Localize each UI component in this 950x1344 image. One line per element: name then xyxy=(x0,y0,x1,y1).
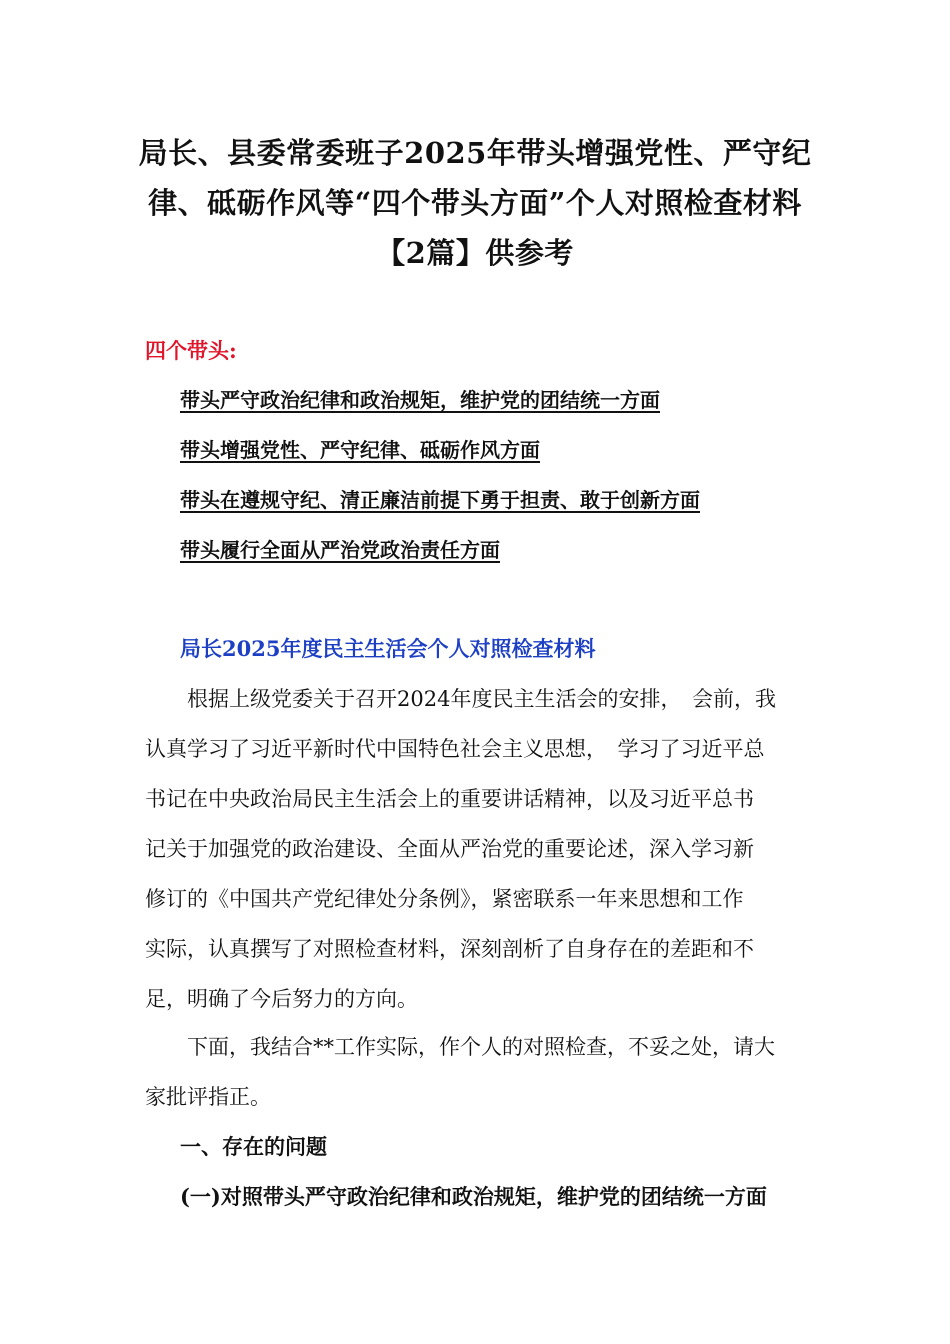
toc-link-2[interactable]: 带头增强党性、严守纪律、砥砺作风方面 xyxy=(180,438,540,462)
paragraph-line: 根据上级党委关于召开2024年度民主生活会的安排， 会前，我 xyxy=(145,687,776,711)
four-leads-label: 四个带头: xyxy=(145,338,237,363)
paragraph-line: 足，明确了今后努力的方向。 xyxy=(145,987,418,1011)
paragraph-line: 家批评指正。 xyxy=(145,1085,271,1109)
document-title xyxy=(120,128,830,278)
toc-link-4[interactable]: 带头履行全面从严治党政治责任方面 xyxy=(180,538,500,562)
paragraph-line: 实际，认真撰写了对照检查材料，深刻剖析了自身存在的差距和不 xyxy=(145,937,754,961)
paragraph-second xyxy=(145,1022,775,1122)
title-line-1: 局长、县委常委班子2025年带头增强党性、严守纪 xyxy=(138,136,812,170)
paragraph-line: 修订的《中国共产党纪律处分条例》，紧密联系一年来思想和工作 xyxy=(145,887,744,911)
paragraph-line: 书记在中央政治局民主生活会上的重要讲话精神，以及习近平总书 xyxy=(145,787,754,811)
paragraph-line: 认真学习了习近平新时代中国特色社会主义思想， 学习了习近平总 xyxy=(145,737,765,761)
title-line-3: 【2篇】供参考 xyxy=(376,236,574,270)
heading-subsection-1: (一)对照带头严守政治纪律和政治规矩，维护党的团结统一方面 xyxy=(180,1184,767,1209)
toc-link-3[interactable]: 带头在遵规守纪、清正廉洁前提下勇于担责、敢于创新方面 xyxy=(180,488,700,512)
toc-link-1[interactable]: 带头严守政治纪律和政治规矩，维护党的团结统一方面 xyxy=(180,388,660,412)
title-line-2: 律、砥砺作风等“四个带头方面”个人对照检查材料 xyxy=(148,186,802,220)
paragraph-intro xyxy=(145,674,776,1024)
paragraph-line: 下面，我结合**工作实际，作个人的对照检查，不妥之处，请大 xyxy=(145,1035,775,1059)
heading-problems: 一、存在的问题 xyxy=(180,1134,327,1159)
paragraph-line: 记关于加强党的政治建设、全面从严治党的重要论述，深入学习新 xyxy=(145,837,754,861)
section-title: 局长2025年度民主生活会个人对照检查材料 xyxy=(180,636,596,661)
